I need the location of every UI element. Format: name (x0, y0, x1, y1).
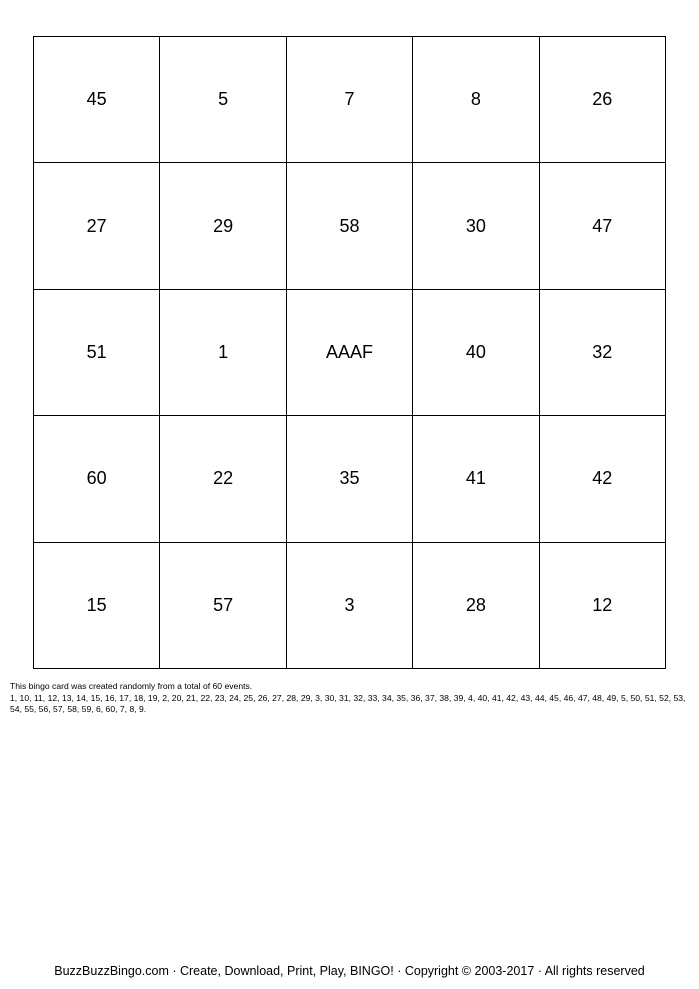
events-list: 1, 10, 11, 12, 13, 14, 15, 16, 17, 18, 19, 2, 20, 21, 22, 23, 24, 25, 26, 27, 28, 29, 3, 30, 31, 32, 33, 34, 35, 36, 37, 38, 39, 4, 40, 41, 42, 43, 44, 45, 46, 47, 48, 49, 5, 50, 51, 52, 53, 54, 55, 56, 57, 58, 59, 6, 60, 7, 8, 9. (10, 692, 686, 714)
bingo-cell: 28 (413, 543, 539, 669)
bingo-cell-center: AAAF (287, 290, 413, 416)
bingo-cell: 1 (160, 290, 286, 416)
bingo-cell: 42 (540, 416, 666, 542)
bingo-cell: 40 (413, 290, 539, 416)
bingo-cell: 35 (287, 416, 413, 542)
bingo-cell: 5 (160, 37, 286, 163)
bingo-cell: 22 (160, 416, 286, 542)
bingo-cell: 30 (413, 163, 539, 289)
bingo-cell: 3 (287, 543, 413, 669)
bingo-cell: 57 (160, 543, 286, 669)
card-info (10, 681, 690, 716)
bingo-cell: 47 (540, 163, 666, 289)
bingo-cell: 45 (34, 37, 160, 163)
bingo-cell: 58 (287, 163, 413, 289)
bingo-cell: 7 (287, 37, 413, 163)
bingo-cell: 29 (160, 163, 286, 289)
bingo-card-grid (33, 36, 666, 669)
bingo-cell: 15 (34, 543, 160, 669)
bingo-cell: 41 (413, 416, 539, 542)
bingo-cell: 8 (413, 37, 539, 163)
bingo-cell: 51 (34, 290, 160, 416)
bingo-cell: 60 (34, 416, 160, 542)
bingo-cell: 27 (34, 163, 160, 289)
card-description: This bingo card was created randomly from a total of 60 events. (10, 681, 253, 691)
bingo-cell: 32 (540, 290, 666, 416)
footer-copyright: BuzzBuzzBingo.com · Create, Download, Print, Play, BINGO! · Copyright © 2003-2017 · All rights reserved (54, 964, 645, 978)
bingo-cell: 26 (540, 37, 666, 163)
bingo-cell: 12 (540, 543, 666, 669)
